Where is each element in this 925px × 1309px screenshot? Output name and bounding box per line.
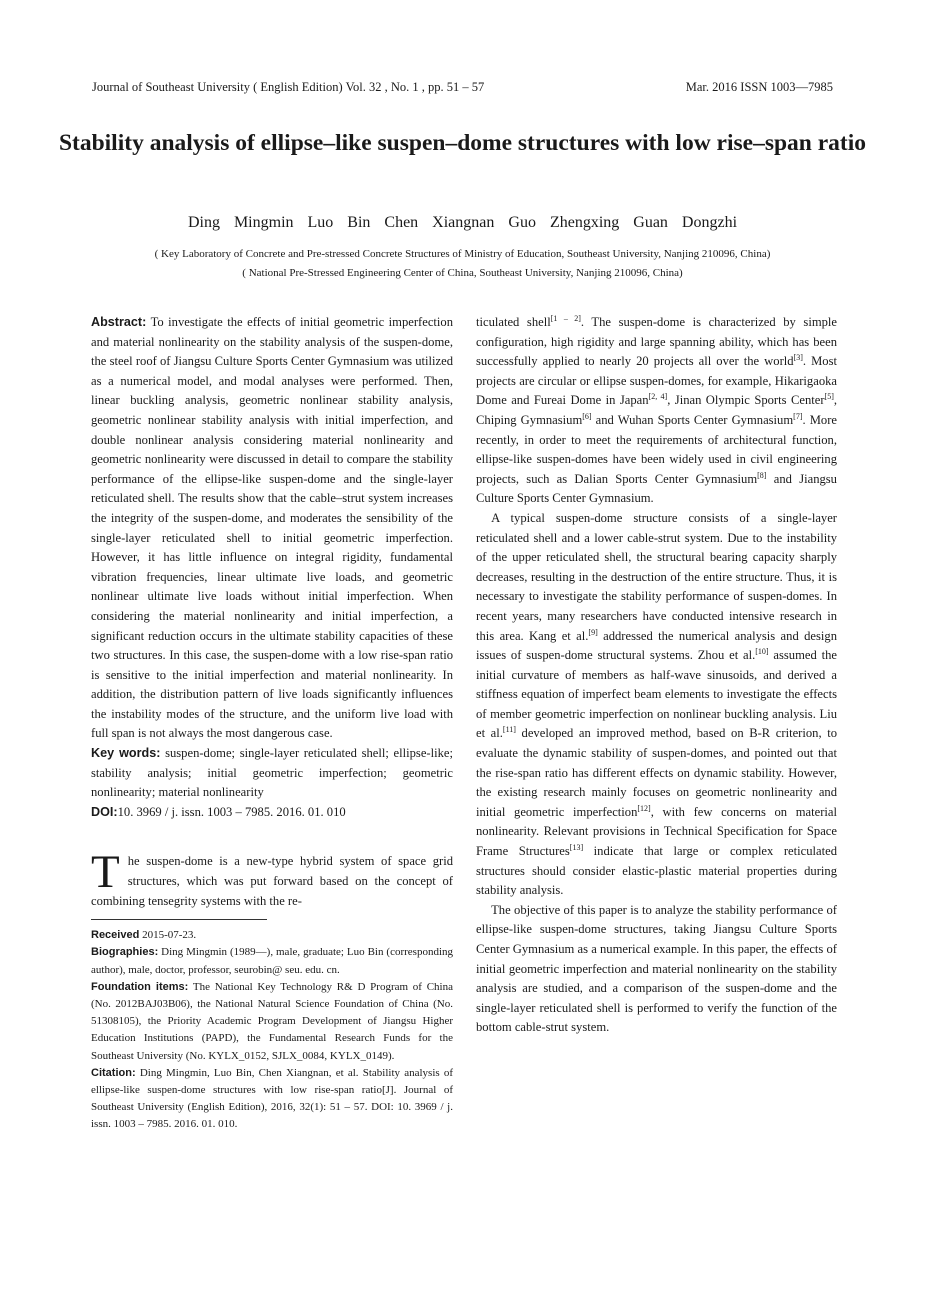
citation-ref: [6] bbox=[582, 411, 592, 421]
citation-ref: [8] bbox=[757, 470, 767, 480]
doi bbox=[91, 803, 453, 823]
footnote-biographies: Biographies: Ding Mingmin (1989—), male, graduate; Luo Bin (corresponding author), male, doctor, professor, seurobin@ seu. edu. cn. bbox=[91, 946, 453, 976]
doi-label: DOI: bbox=[91, 804, 118, 819]
intro-text: he suspen-dome is a new-type hybrid system of space grid structures, which was put forward based on the concept of combining tensegrity systems with the re- bbox=[91, 854, 453, 908]
citation-ref: [10] bbox=[755, 646, 769, 656]
citation-ref: [12] bbox=[637, 803, 651, 813]
citation-ref: [13] bbox=[569, 842, 584, 852]
citation-ref: [7] bbox=[793, 411, 803, 421]
abstract-text: To investigate the effects of initial geometric imperfection and material nonlinearity on the stability analysis of the suspen-dome, the steel roof of Jiangsu Culture Sports Center Gymnasium was utilized as a numerical model, and modal analyses were performed. Then, linear buckling analysis, geometric nonlinear stability analysis, geometric nonlinear stability analysis with initial imperfection, and double nonlinear analysis considering material nonlinearity and geometric nonlinearity were discussed in detail to compare the stability performance of the ellipse-like suspen-dome and the single-layer reticulated shell. The results show that the cable–strut system increases the integrity of the suspen-dome, and moderates the sensibility of the single-layer reticulated shell to initial geometric imperfection. However, it has little influence on integral rigidity, fundamental vibration frequencies, linear ultimate live loads, and geometric nonlinear ultimate live loads without initial imperfection. When considering the material nonlinearity and initial imperfection, a significant reduction occurs in the ultimate stability capacities of these two structures. In this case, the suspen-dome with a low rise-span ratio is sensitive to the initial imperfection and material nonlinearity. In addition, the distribution pattern of live loads significantly influences the instability modes of the structure, and the uniform live load with full span is not always the most dangerous case. bbox=[91, 315, 454, 741]
author: Luo Bin bbox=[307, 214, 371, 231]
author: Guo Zhengxing bbox=[508, 214, 620, 231]
keywords-label: Key words: bbox=[91, 746, 161, 761]
affiliation: ( National Pre-Stressed Engineering Center of China, Southeast University, Nanjing 210096, China) bbox=[242, 267, 683, 279]
affiliation: ( Key Laboratory of Concrete and Pre-stressed Concrete Structures of Ministry of Education, Southeast University, Nanjing 210096, China) bbox=[154, 248, 771, 260]
abstract bbox=[91, 313, 453, 744]
right-column bbox=[476, 313, 837, 1038]
footnote-received: Received 2015-07-23. bbox=[91, 929, 197, 942]
left-column bbox=[91, 313, 453, 1134]
citation-ref: [9] bbox=[588, 627, 598, 637]
intro-paragraph bbox=[91, 846, 453, 911]
doi-text: 10. 3969 / j. issn. 1003 – 7985. 2016. 01. 010 bbox=[117, 804, 346, 819]
author: Ding Mingmin bbox=[187, 214, 294, 231]
citation-ref: [5] bbox=[824, 392, 834, 402]
footnote-divider bbox=[91, 919, 267, 920]
keywords bbox=[91, 744, 453, 803]
body-paragraph: A typical suspen-dome structure consists of a single-layer reticulated shell and a lower cable-strut system. Due to the instability of the upper reticulated shell, the structural bearing capacity sharply decreases, resulting in the destruction of the entire structure. Thus, it is necessary to investigate the stability performance of suspen-domes. In recent years, many researchers have conducted intensive research in this area. Kang et al.[9] addressed the numerical analysis and design issues of suspen-dome structural systems. Zhou et al.[10] assumed the initial curvature of members as half-wave sinusoids, and derived a stiffness equation of imperfect beam elements to investigate the effects of member geometric imperfection on nonlinear buckling analysis. Liu et al.[11] developed an improved method, based on B-R criterion, to evaluate the dynamic stability of suspen-domes, and pointed out that the rise-span ratio has different effects on dynamic stability. However, the existing research mainly focuses on geometric nonlinearity and initial geometric imperfection[12], with few concerns on material nonlinearity. Relevant provisions in Technical Specification for Space Frame Structures[13] indicate that large or complex reticulated structures should consider elastic-plastic material properties during stability analysis. bbox=[476, 510, 838, 898]
footnotes bbox=[91, 927, 453, 1133]
footnote-citation: Citation: Ding Mingmin, Luo Bin, Chen Xiangnan, et al. Stability analysis of ellipse-like suspen-dome structures with low rise-span ratio[J]. Journal of Southeast University (English Edition), 2016, 32(1): 51 – 57. DOI: 10. 3969 / j. issn. 1003 – 7985. 2016. 01. 010. bbox=[91, 1066, 454, 1131]
paper-title: Stability analysis of ellipse–like suspen–dome structures with low rise–span ratio bbox=[58, 130, 867, 156]
author-list bbox=[40, 214, 885, 232]
date-issn: Mar. 2016 ISSN 1003—7985 bbox=[685, 80, 833, 94]
drop-cap: T bbox=[91, 846, 120, 899]
citation-ref: [2, 4] bbox=[648, 392, 668, 402]
keywords-text: suspen-dome; single-layer reticulated shell; ellipse-like; stability analysis; initial geometric imperfection; geometric nonlinearity; material nonlinearity bbox=[91, 746, 454, 800]
footnote-foundation: Foundation items: The National Key Technology R& D Program of China (No. 2012BAJ03B06), the National Natural Science Foundation of China (No. 51308105), the Priority Academic Program Development of Jiangsu Higher Education Institutions (PAPD), the Fundamental Research Funds for the Southeast University (No. KYLX_0152, SJLX_0084, KYLX_0149). bbox=[91, 980, 453, 1062]
body-paragraph: The objective of this paper is to analyze the stability performance of ellipse-like suspen-dome structures, taking Jiangsu Culture Sports Center Gymnasium as a numerical example. In this paper, the effects of initial geometric imperfection and material nonlinearity on the stability analysis are studied, and a comparison of the suspen-dome and the single-layer reticulated shell is performed to verify the function of the bottom cable-strut system. bbox=[476, 902, 837, 1035]
citation-ref: [3] bbox=[793, 353, 803, 362]
author: Chen Xiangnan bbox=[384, 214, 495, 231]
body-paragraph: ticulated shell[1 – 2]. The suspen-dome is characterized by simple configuration, high rigidity and large spanning ability, which has been successfully applied to nearly 20 projects all over the world[3]. Most projects are circular or ellipse suspen-domes, for example, Hikarigaoka Dome and Fureai Dome in Japan[2, 4], Jinan Olympic Sports Center[5], Chiping Gymnasium[6] and Wuhan Sports Center Gymnasium[7]. More recently, in order to meet the requirements of architectural function, ellipse-like suspen-domes have been widely used in civil engineering projects, such as Dalian Sports Center Gymnasium[8] and Jiangsu Culture Sports Center Gymnasium. bbox=[476, 313, 838, 506]
journal-info: Journal of Southeast University ( English Edition) Vol. 32 , No. 1 , pp. 51 – 57 bbox=[92, 80, 485, 94]
citation-ref: [1 – 2] bbox=[550, 313, 581, 323]
author: Guan Dongzhi bbox=[633, 214, 738, 231]
abstract-label: Abstract: bbox=[91, 315, 147, 329]
citation-ref: [11] bbox=[502, 725, 516, 735]
